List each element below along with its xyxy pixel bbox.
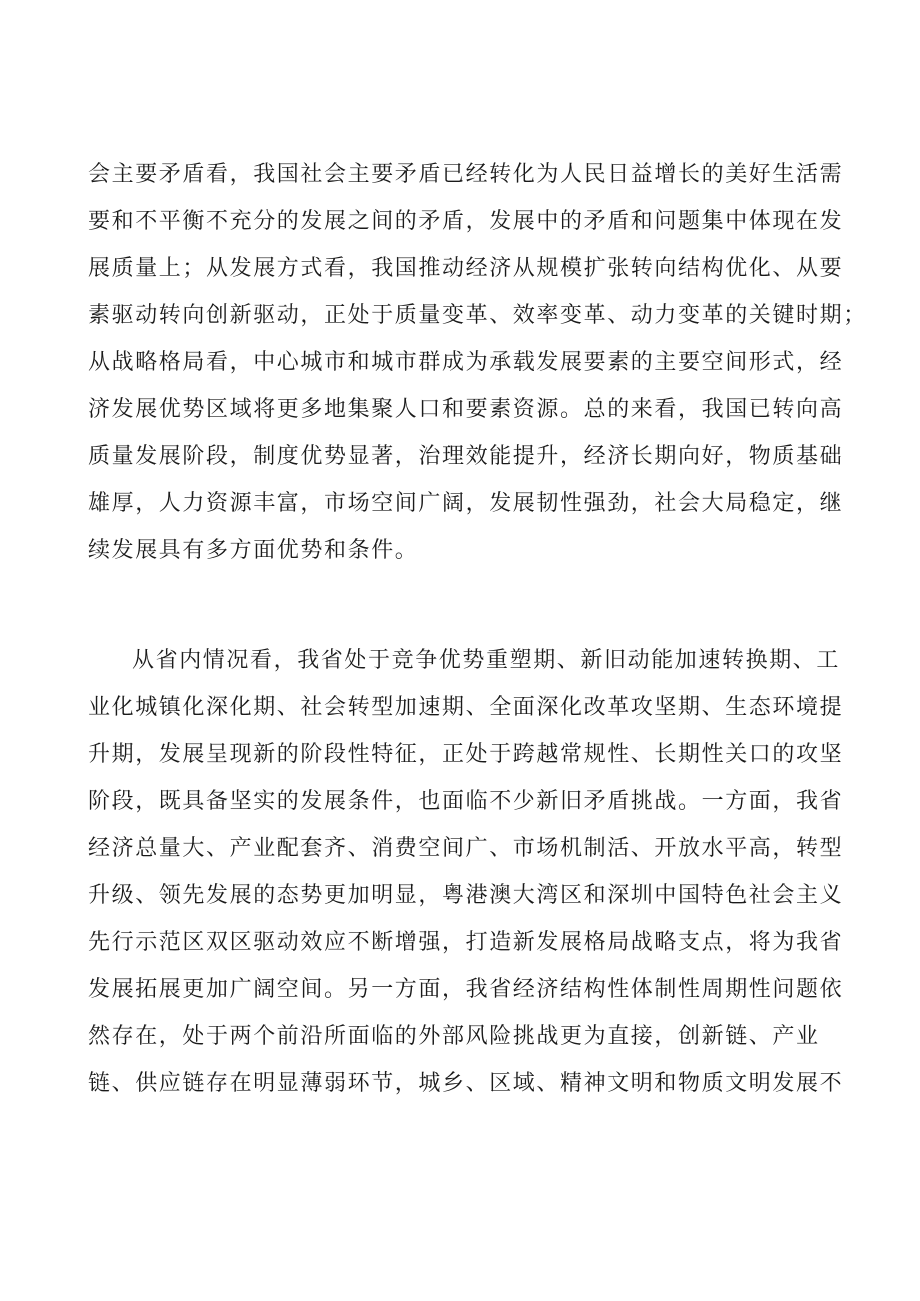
text-line: 业化城镇化深化期、社会转型加速期、全面深化改革攻坚期、生态环境提 — [88, 695, 844, 720]
text-line: 升期，发展呈现新的阶段性特征，正处于跨越常规性、长期性关口的攻坚 — [88, 742, 844, 767]
text-line: 阶段，既具备坚实的发展条件，也面临不少新旧矛盾挑战。一方面，我省 — [88, 789, 844, 814]
text-line: 质量发展阶段，制度优势显著，治理效能提升，经济长期向好，物质基础 — [88, 444, 844, 469]
text-line: 然存在，处于两个前沿所面临的外部风险挑战更为直接，创新链、产业 — [88, 1024, 820, 1049]
text-line: 雄厚，人力资源丰富，市场空间广阔，发展韧性强劲，社会大局稳定，继 — [88, 491, 844, 516]
text-line: 从战略格局看，中心城市和城市群成为承载发展要素的主要空间形式，经 — [88, 350, 844, 375]
paragraph-provincial-situation — [88, 637, 848, 1107]
text-line: 升级、领先发展的态势更加明显，粤港澳大湾区和深圳中国特色社会主义 — [88, 883, 844, 908]
text-line: 展质量上；从发展方式看，我国推动经济从规模扩张转向结构优化、从要 — [88, 256, 844, 281]
text-line: 续发展具有多方面优势和条件。 — [88, 538, 419, 563]
text-line: 素驱动转向创新驱动，正处于质量变革、效率变革、动力变革的关键时期； — [88, 303, 867, 328]
text-line: 先行示范区双区驱动效应不断增强，打造新发展格局战略支点，将为我省 — [88, 930, 844, 955]
text-line: 会主要矛盾看，我国社会主要矛盾已经转化为人民日益增长的美好生活需 — [88, 162, 844, 187]
text-line-first: 从省内情况看，我省处于竞争优势重塑期、新旧动能加速转换期、工 — [132, 648, 841, 673]
text-line: 链、供应链存在明显薄弱环节，城乡、区域、精神文明和物质文明发展不 — [88, 1071, 844, 1096]
text-line: 经济总量大、产业配套齐、消费空间广、市场机制活、开放水平高，转型 — [88, 836, 844, 861]
text-line: 发展拓展更加广阔空间。另一方面，我省经济结构性体制性周期性问题依 — [88, 977, 844, 1002]
text-line: 济发展优势区域将更多地集聚人口和要素资源。总的来看，我国已转向高 — [88, 397, 844, 422]
text-line: 要和不平衡不充分的发展之间的矛盾，发展中的矛盾和问题集中体现在发 — [88, 209, 844, 234]
paragraph-national-situation — [88, 151, 867, 574]
